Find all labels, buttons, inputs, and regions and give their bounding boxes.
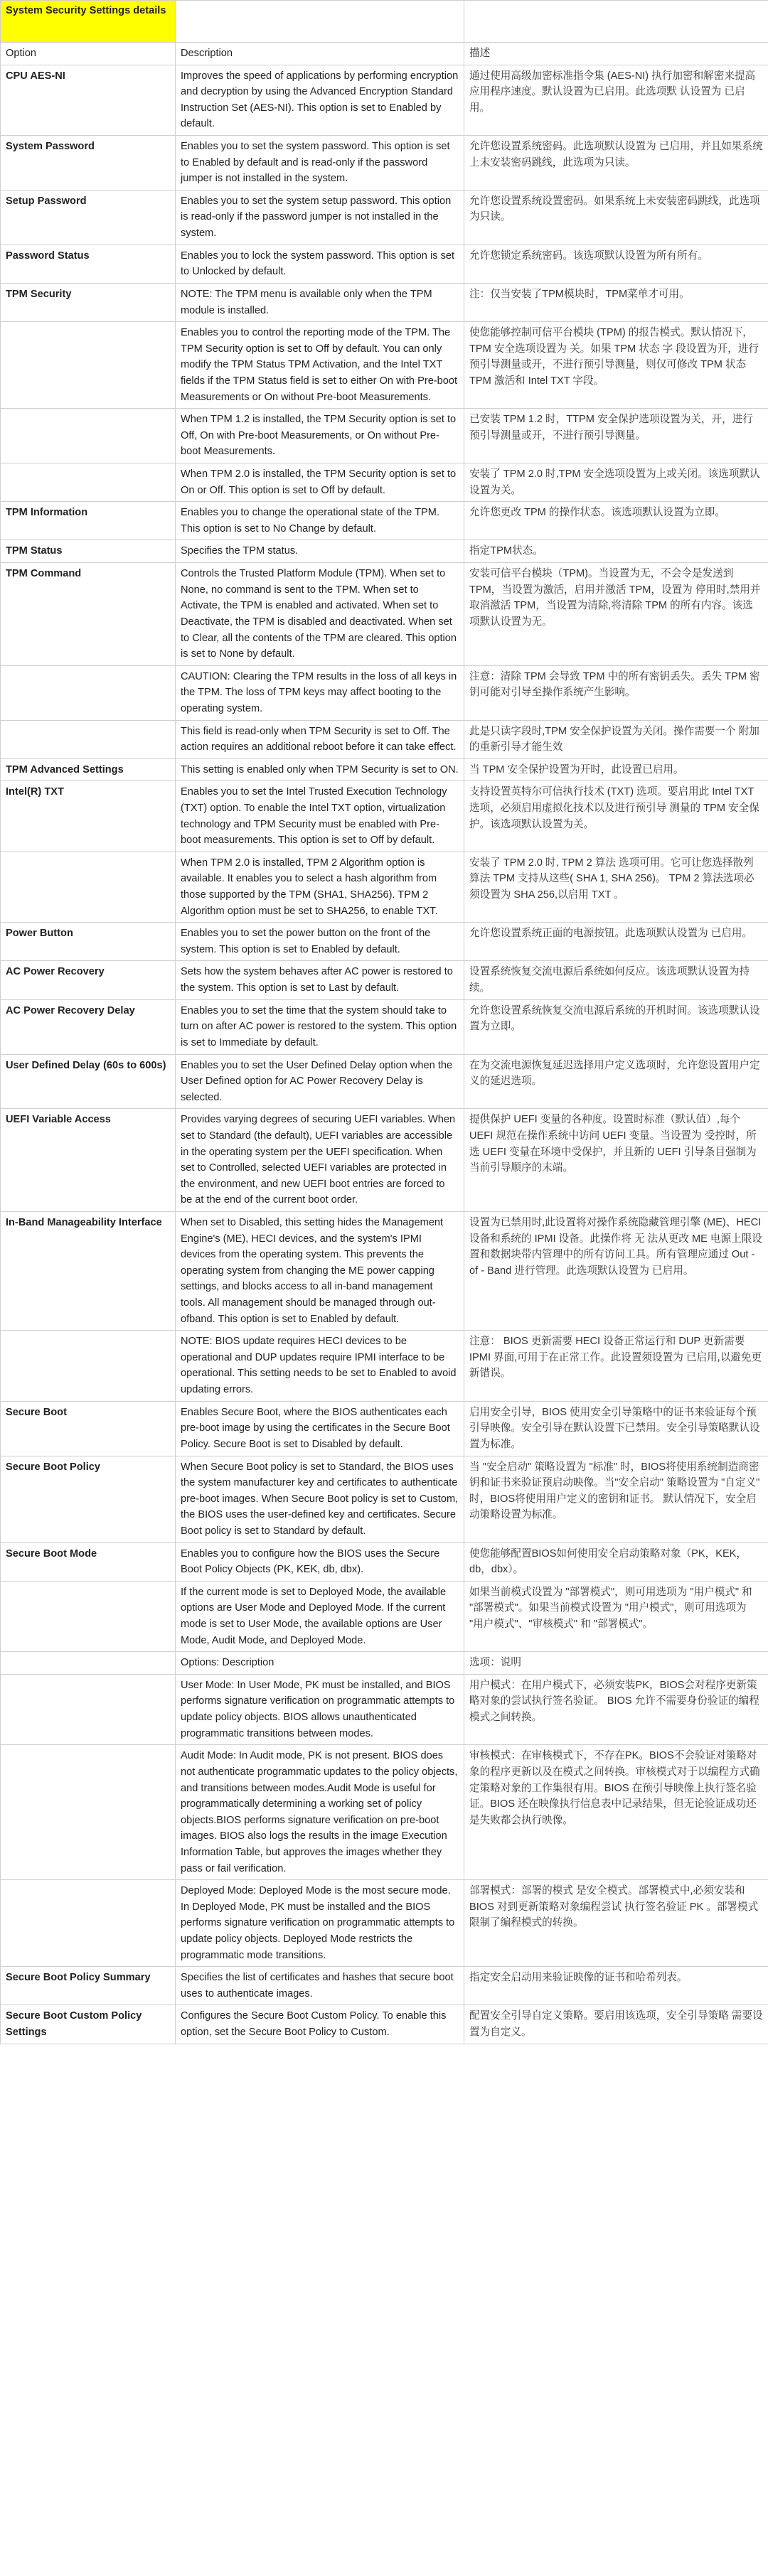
table-row [1, 136, 768, 190]
description-zh-cell: 此是只读字段时,TPM 安全保护设置为关闭。操作需要一个 附加 的重新引导才能生效 [464, 720, 768, 758]
option-cell [1, 1331, 176, 1401]
table-row [1, 720, 768, 758]
table-row [1, 540, 768, 563]
description-cell: Enables you to set the Intel Trusted Execution Technology (TXT) option. To enable the Intel TXT option, virtualization technology and TPM Security must be enabled with Pre-boot measurements. This option is set to Off by default. [176, 781, 464, 852]
description-cell: Controls the Trusted Platform Module (TPM). When set to None, no command is sent to the TPM. When set to Activate, the TPM is enabled and activated. When set to Deactivate, the TPM is disabled and deactivated. When set to Clear, all the contents of the TPM are cleared. This option is set to None by default. [176, 563, 464, 666]
description-cell: User Mode: In User Mode, PK must be installed, and BIOS performs signature verification on programmatic attempts to update policy objects. BIOS allows unauthenticated programmatic transitions between modes. [176, 1674, 464, 1744]
table-row [1, 1212, 768, 1331]
description-zh-cell: 注意：清除 TPM 会导致 TPM 中的所有密钥丢失。丢失 TPM 密钥可能对引导至操作系统产生影响。 [464, 665, 768, 720]
option-cell: TPM Security [1, 283, 176, 321]
table-row [1, 1331, 768, 1401]
table-row [1, 65, 768, 135]
option-cell: Intel(R) TXT [1, 781, 176, 852]
option-cell [1, 409, 176, 463]
description-zh-cell: 当 TPM 安全保护设置为开时，此设置已启用。 [464, 758, 768, 781]
description-zh-cell: 如果当前模式设置为 "部署模式"，则可用选项为 "用户模式" 和 "部署模式"。如果当前模式设置为 "用户模式"，则可用选项为 "用户模式"、"审核模式" 和 "部署模式"。 [464, 1581, 768, 1651]
description-cell: Enables you to set the power button on the front of the system. This option is set to Enabled by default. [176, 923, 464, 961]
option-cell [1, 1652, 176, 1675]
table-row [1, 852, 768, 922]
description-zh-cell: 已安装 TPM 1.2 时，TTPM 安全保护选项设置为关，开，进行预引导测量或开，不进行预引导测量。 [464, 409, 768, 463]
description-cell: Configures the Secure Boot Custom Policy. To enable this option, set the Secure Boot Policy to Custom. [176, 2005, 464, 2044]
title-row [1, 1, 768, 43]
description-zh-cell: 允许您更改 TPM 的操作状态。该选项默认设置为立即。 [464, 502, 768, 540]
description-zh-cell: 指定安全启动用来验证映像的证书和哈希列表。 [464, 1967, 768, 2005]
option-cell [1, 322, 176, 409]
description-cell: When TPM 1.2 is installed, the TPM Security option is set to Off, On with Pre-boot Measurements, or On without Pre-boot Measurements. [176, 409, 464, 463]
description-cell: If the current mode is set to Deployed Mode, the available options are User Mode and Deployed Mode. If the current mode is set to User Mode, the available options are User Mode, Audit Mode, and Deployed Mode. [176, 1581, 464, 1651]
table-row [1, 283, 768, 321]
table-row [1, 1880, 768, 1967]
option-cell [1, 1745, 176, 1880]
option-cell: In-Band Manageability Interface [1, 1212, 176, 1331]
option-cell: Setup Password [1, 190, 176, 245]
description-cell: Enables you to change the operational state of the TPM. This option is set to No Change by default. [176, 502, 464, 540]
description-zh-cell: 使您能够控制可信平台模块 (TPM) 的报告模式。默认情况下，TPM 安全选项设置为 关。如果 TPM 状态 字 段设置为开，进行预引导测量或开，不进行预引导测量，则仅可修改 TPM 状态 TPM 激活和 Intel TXT 字段。 [464, 322, 768, 409]
option-cell [1, 1581, 176, 1651]
description-zh-cell: 允许您设置系统正面的电源按钮。此选项默认设置为 已启用。 [464, 923, 768, 961]
description-zh-cell: 安装可信平台模块（TPM)。当设置为无，不会令是发送到 TPM，当设置为激活，启用并激活 TPM，设置为 停用时,禁用并取消激活 TPM，当设置为清除,将清除 TPM 的所有内容。该选项默认设置为无。 [464, 563, 768, 666]
table-row [1, 1054, 768, 1109]
table-row [1, 1542, 768, 1581]
description-zh-cell: 注意： BIOS 更新需要 HECI 设备正常运行和 DUP 更新需要 IPMI 界面,可用于在正常工作。此设置须设置为 已启用,以避免更新错误。 [464, 1331, 768, 1401]
option-cell: AC Power Recovery Delay [1, 999, 176, 1054]
description-cell: NOTE: BIOS update requires HECI devices to be operational and DUP updates require IPMI interface to be operational. This setting needs to be set to Enabled to avoid updating errors. [176, 1331, 464, 1401]
description-cell: Enables you to set the User Defined Delay option when the User Defined option for AC Power Recovery Delay is selected. [176, 1054, 464, 1109]
description-cell: Improves the speed of applications by performing encryption and decryption by using the Advanced Encryption Standard Instruction Set (AES-NI). This option is set to Enabled by default. [176, 65, 464, 135]
description-cell: Enables you to configure how the BIOS uses the Secure Boot Policy Objects (PK, KEK, db, dbx). [176, 1542, 464, 1581]
description-zh-cell: 在为交流电源恢复延迟选择用户定义选项时，允许您设置用户定义的延迟选项。 [464, 1054, 768, 1109]
description-zh-cell: 设置为已禁用时,此设置将对操作系统隐藏管理引擎 (ME)、HECI 设备和系统的 IPMI 设备。此操作将 无 法从更改 ME 电源上限设置和数据块带内管理中的所有访问工具。所有管理应通过 Out - of - Band 进行管理。此选项默认设置为 已启用。 [464, 1212, 768, 1331]
option-cell [1, 1674, 176, 1744]
description-cell: When TPM 2.0 is installed, the TPM Security option is set to On or Off. This option is set to Off by default. [176, 463, 464, 502]
table-title: System Security Settings details [1, 1, 176, 43]
option-cell: TPM Status [1, 540, 176, 563]
description-cell: This setting is enabled only when TPM Security is set to ON. [176, 758, 464, 781]
description-cell: Sets how the system behaves after AC power is restored to the system. This option is set to Last by default. [176, 961, 464, 999]
description-cell: Audit Mode: In Audit mode, PK is not present. BIOS does not authenticate programmatic updates to the policy objects, and transitions between modes.Audit Mode is useful for programmatically determining a working set of policy objects.BIOS performs signature verification on pre-boot images. BIOS also logs the results in the image Execution Information Table, but approves the images whether they pass or fail verification. [176, 1745, 464, 1880]
option-cell: Secure Boot Policy Summary [1, 1967, 176, 2005]
description-zh-cell: 允许您锁定系统密码。该选项默认设置为所有所有。 [464, 245, 768, 283]
table-row [1, 502, 768, 540]
description-zh-cell: 提供保护 UEFI 变量的各种度。设置时标准（默认值）,每个 UEFI 规范在操作系统中访问 UEFI 变量。当设置为 受控时，所选 UEFI 变量在环境中受保护，并且新的 UEFI 引导条目强制为当前引导顺序的末端。 [464, 1109, 768, 1212]
title-row-empty-cell [176, 1, 464, 43]
description-cell: NOTE: The TPM menu is available only when the TPM module is installed. [176, 283, 464, 321]
description-cell: Enables Secure Boot, where the BIOS authenticates each pre-boot image by using the certificates in the Secure Boot Policy. Secure Boot is set to Disabled by default. [176, 1401, 464, 1456]
description-zh-cell: 指定TPM状态。 [464, 540, 768, 563]
option-cell: Power Button [1, 923, 176, 961]
header-row [1, 43, 768, 65]
column-header-description: Description [176, 43, 464, 65]
table-row [1, 563, 768, 666]
table-row [1, 2005, 768, 2044]
table-row [1, 758, 768, 781]
description-zh-cell: 通过使用高级加密标准指令集 (AES-NI) 执行加密和解密来提高应用程序速度。默认设置为已启用。此选项默 认设置为 已启用。 [464, 65, 768, 135]
option-cell [1, 1880, 176, 1967]
description-zh-cell: 允许您设置系统设置密码。如果系统上未安装密码跳线，此选项为只读。 [464, 190, 768, 245]
option-cell: User Defined Delay (60s to 600s) [1, 1054, 176, 1109]
option-cell [1, 720, 176, 758]
description-zh-cell: 当 "安全启动" 策略设置为 "标准" 时，BIOS将使用系统制造商密钥和证书来验证预启动映像。当"安全启动" 策略设置为 "自定义" 时，BIOS将使用用户定义的密钥和证书。 默认情况下，安全启动策略设置为标准。 [464, 1456, 768, 1542]
description-cell: When Secure Boot policy is set to Standard, the BIOS uses the system manufacturer key and certificates to authenticate pre-boot images. When Secure Boot policy is set to Custom, the BIOS uses the user-defined key and certificates. Secure Boot policy is set to Standard by default. [176, 1456, 464, 1542]
title-row-empty-cell [464, 1, 768, 43]
description-cell: Enables you to control the reporting mode of the TPM. The TPM Security option is set to Off by default. You can only modify the TPM Status TPM Activation, and the Intel TXT fields if the TPM Status field is set to either On with Pre-boot Measurements or On without Pre-boot Measurements. [176, 322, 464, 409]
option-cell: TPM Information [1, 502, 176, 540]
description-zh-cell: 使您能够配置BIOS如何使用安全启动策略对象（PK，KEK，db，dbx）。 [464, 1542, 768, 1581]
description-cell: Specifies the list of certificates and hashes that secure boot uses to authenticate images. [176, 1967, 464, 2005]
description-zh-cell: 注：仅当安装了TPM模块时，TPM菜单才可用。 [464, 283, 768, 321]
description-zh-cell: 设置系统恢复交流电源后系统如何反应。该选项默认设置为持续。 [464, 961, 768, 999]
description-cell: Enables you to set the system setup password. This option is read-only if the password jumper is not installed in the system. [176, 190, 464, 245]
description-cell: This field is read-only when TPM Security is set to Off. The action requires an additional reboot before it can take effect. [176, 720, 464, 758]
table-row [1, 999, 768, 1054]
description-cell: Provides varying degrees of securing UEFI variables. When set to Standard (the default), UEFI variables are accessible in the operating system per the UEFI specification. When set to Controlled, selected UEFI variables are protected in the environment, and new UEFI boot entries are forced to be at the end of the current boot order. [176, 1109, 464, 1212]
table-row [1, 1581, 768, 1651]
description-cell: When TPM 2.0 is installed, TPM 2 Algorithm option is available. It enables you to select a hash algorithm from those supported by the TPM (SHA1, SHA256). TPM 2 Algorithm option must be set to SHA256, to enable TXT. [176, 852, 464, 922]
description-cell: Enables you to lock the system password. This option is set to Unlocked by default. [176, 245, 464, 283]
description-zh-cell: 配置安全引导自定义策略。要启用该选项，安全引导策略 需要设置为自定义。 [464, 2005, 768, 2044]
table-row [1, 1967, 768, 2005]
option-cell: Secure Boot Custom Policy Settings [1, 2005, 176, 2044]
description-zh-cell: 允许您设置系统密码。此选项默认设置为 已启用，并且如果系统上未安装密码跳线，此选项为只读。 [464, 136, 768, 190]
table-row [1, 245, 768, 283]
option-cell: CPU AES-NI [1, 65, 176, 135]
option-cell: System Password [1, 136, 176, 190]
option-cell [1, 463, 176, 502]
table-row [1, 190, 768, 245]
option-cell: TPM Advanced Settings [1, 758, 176, 781]
table-row [1, 961, 768, 999]
table-row [1, 322, 768, 409]
table-row [1, 1652, 768, 1675]
description-zh-cell: 启用安全引导，BIOS 使用安全引导策略中的证书来验证每个预引导映像。安全引导在默认设置下已禁用。安全引导策略默认设置为标准。 [464, 1401, 768, 1456]
option-cell: AC Power Recovery [1, 961, 176, 999]
table-row [1, 1456, 768, 1542]
option-cell: Secure Boot Mode [1, 1542, 176, 1581]
column-header-option: Option [1, 43, 176, 65]
option-cell: Secure Boot Policy [1, 1456, 176, 1542]
table-row [1, 463, 768, 502]
table-row [1, 1674, 768, 1744]
table-row [1, 409, 768, 463]
description-zh-cell: 支持设置英特尔可信执行技术 (TXT) 选项。要启用此 Intel TXT 选项，必须启用虚拟化技术以及进行预引导 测量的 TPM 安全保护。该选项默认设置为关。 [464, 781, 768, 852]
option-cell [1, 665, 176, 720]
option-cell: TPM Command [1, 563, 176, 666]
table-row [1, 781, 768, 852]
table-row [1, 1109, 768, 1212]
table-row [1, 1745, 768, 1880]
option-cell: Password Status [1, 245, 176, 283]
description-zh-cell: 允许您设置系统恢复交流电源后系统的开机时间。该选项默认设置为立即。 [464, 999, 768, 1054]
table-row [1, 1401, 768, 1456]
column-header-description-zh: 描述 [464, 43, 768, 65]
description-cell: CAUTION: Clearing the TPM results in the loss of all keys in the TPM. The loss of TPM keys may affect booting to the operating system. [176, 665, 464, 720]
option-cell [1, 852, 176, 922]
description-zh-cell: 用户模式：在用户模式下，必须安装PK，BIOS会对程序更新策略对象的尝试执行签名验证。 BIOS 允许不需要身份验证的编程模式之间转换。 [464, 1674, 768, 1744]
description-cell: Enables you to set the time that the system should take to turn on after AC power is restored to the system. This option is set to Immediate by default. [176, 999, 464, 1054]
description-zh-cell: 选项：说明 [464, 1652, 768, 1675]
description-cell: Deployed Mode: Deployed Mode is the most secure mode. In Deployed Mode, PK must be installed and the BIOS performs signature verification on programmatic attempts to update policy objects. Deployed Mode restricts the programmatic mode transitions. [176, 1880, 464, 1967]
description-cell: Options: Description [176, 1652, 464, 1675]
description-zh-cell: 安装了 TPM 2.0 时, TPM 2 算法 选项可用。它可让您选择散列算法 TPM 支持从这些( SHA 1, SHA 256)。 TPM 2 算法选项必须设置为 SHA 256,以启用 TXT 。 [464, 852, 768, 922]
description-cell: Enables you to set the system password. This option is set to Enabled by default and is read-only if the password jumper is not installed in the system. [176, 136, 464, 190]
table-row [1, 665, 768, 720]
table-row [1, 923, 768, 961]
description-zh-cell: 审核模式：在审核模式下，不存在PK。BIOS不会验证对策略对象的程序更新以及在模式之间转换。审核模式对于以编程方式确定策略对象的工作集很有用。BIOS 在预引导映像上执行签名验证。BIOS 还在映像执行信息表中记录结果，但无论验证成功还是失败都会执行映像。 [464, 1745, 768, 1880]
description-cell: When set to Disabled, this setting hides the Management Engine's (ME), HECI devices, and the system's IPMI devices from the operating system. This prevents the operating system from changing the ME power capping settings, and blocks access to all in-band management tools. All management should be managed through out-ofband. This option is set to Enabled by default. [176, 1212, 464, 1331]
description-zh-cell: 安装了 TPM 2.0 时,TPM 安全选项设置为上或关闭。该选项默认设置为关。 [464, 463, 768, 502]
option-cell: UEFI Variable Access [1, 1109, 176, 1212]
description-zh-cell: 部署模式：部署的模式 是安全模式。部署模式中,必须安装和 BIOS 对到更新策略对象编程尝试 执行签名验证 PK 。部署模式限制了编程模式的转换。 [464, 1880, 768, 1967]
option-cell: Secure Boot [1, 1401, 176, 1456]
description-cell: Specifies the TPM status. [176, 540, 464, 563]
